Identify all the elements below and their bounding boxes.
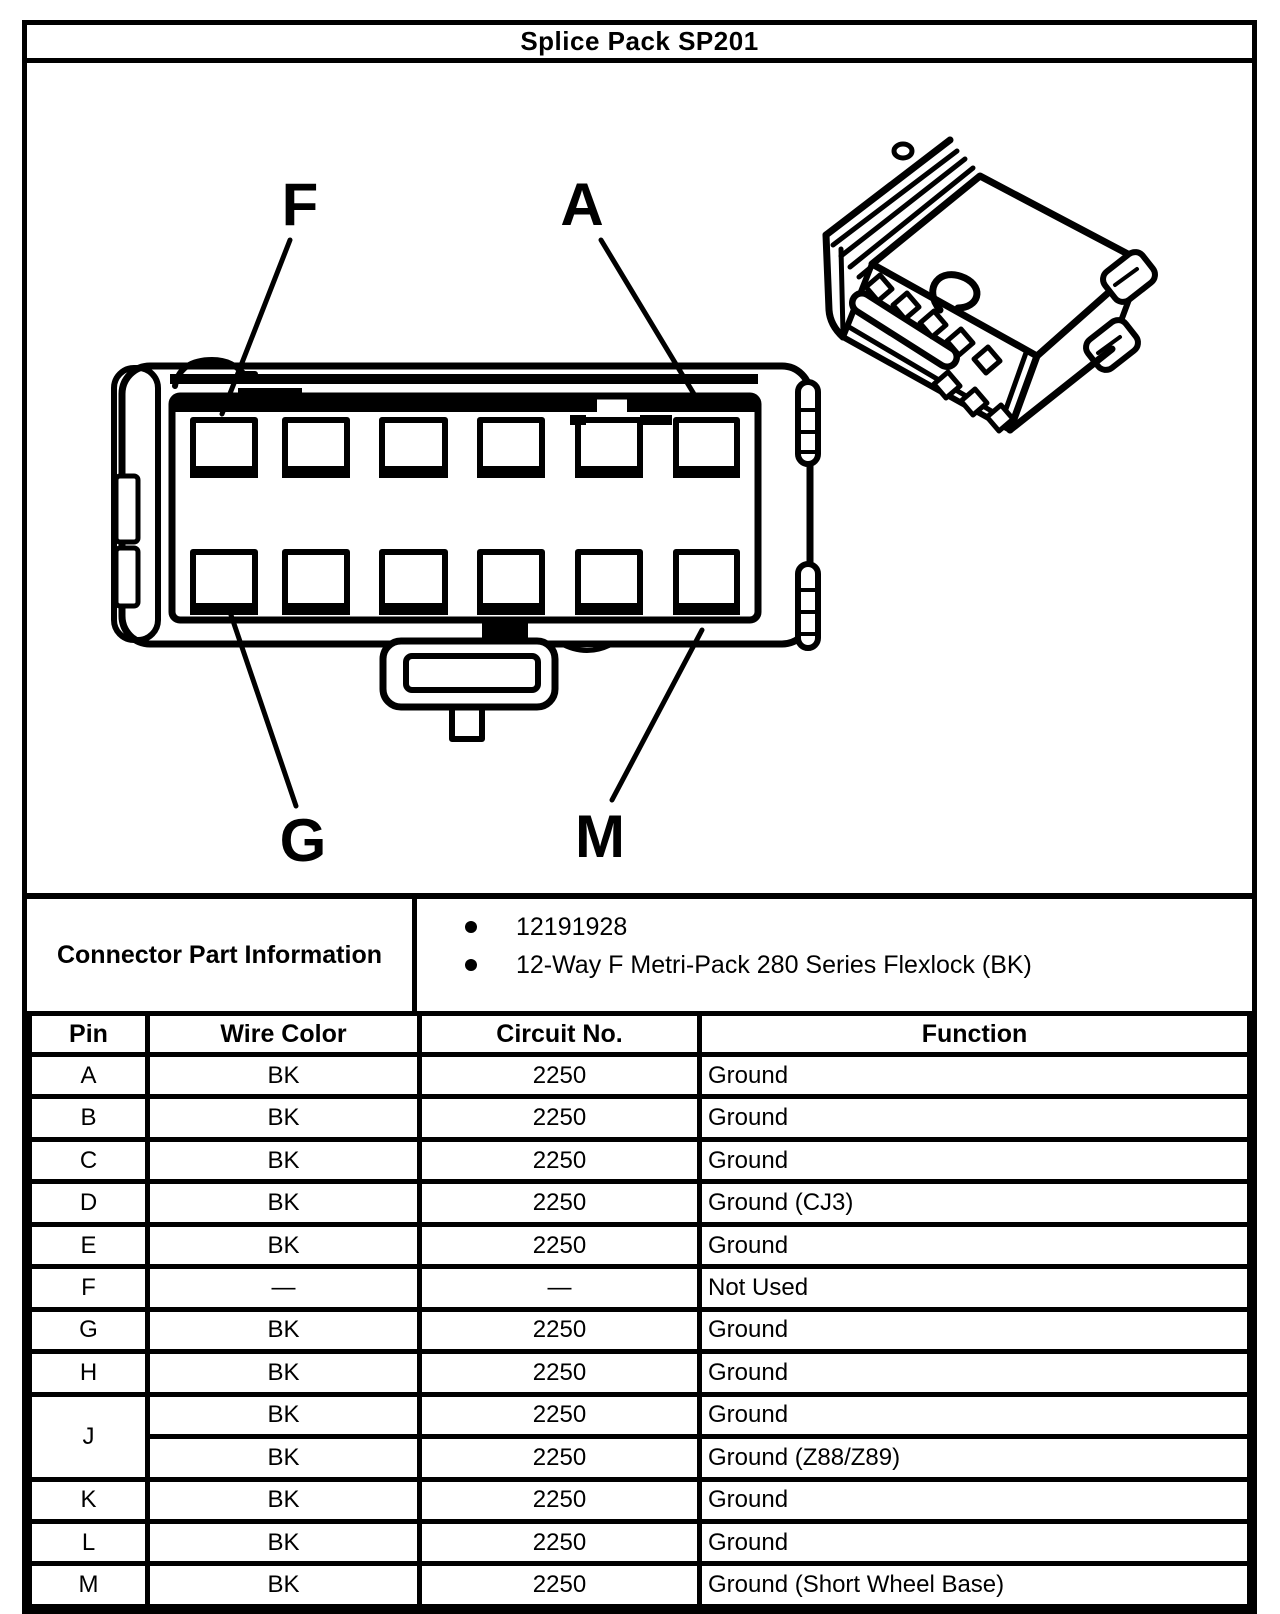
function-cell: Ground (Short Wheel Base) <box>700 1564 1250 1607</box>
function-cell: Ground <box>700 1394 1250 1436</box>
table-row <box>30 1479 1250 1521</box>
table-row <box>30 1309 1250 1351</box>
header-circuit-no: Circuit No. <box>420 1014 700 1055</box>
function-cell: Ground (Z88/Z89) <box>700 1437 1250 1479</box>
table-row <box>30 1182 1250 1224</box>
wire-color-cell: BK <box>148 1182 420 1224</box>
function-cell: Ground <box>700 1479 1250 1521</box>
pin-label-f: F <box>281 171 319 238</box>
wire-color-cell: BK <box>148 1394 420 1436</box>
pin-cell: C <box>30 1139 148 1181</box>
table-row <box>30 1139 1250 1181</box>
pin-cavities-bottom-row <box>190 552 740 615</box>
leader-line-f <box>222 240 290 414</box>
table-row <box>30 1097 1250 1139</box>
pin-label-g: G <box>279 807 327 874</box>
wire-color-cell: BK <box>148 1521 420 1563</box>
function-cell: Ground <box>700 1055 1250 1097</box>
pin-cell: H <box>30 1352 148 1394</box>
table-row <box>30 1521 1250 1563</box>
function-cell: Ground (CJ3) <box>700 1182 1250 1224</box>
pin-cell: D <box>30 1182 148 1224</box>
leader-line-m <box>612 630 702 800</box>
pin-cell: A <box>30 1055 148 1097</box>
pin-cell: L <box>30 1521 148 1563</box>
table-row <box>30 1437 1250 1479</box>
table-header-row <box>30 1014 1250 1055</box>
wire-color-cell: BK <box>148 1139 420 1181</box>
part-info-bullets <box>417 899 1252 1011</box>
header-function: Function <box>700 1014 1250 1055</box>
part-description-item <box>417 946 1252 984</box>
table-row <box>30 1352 1250 1394</box>
circuit-no-cell: 2250 <box>420 1139 700 1181</box>
circuit-no-cell: 2250 <box>420 1309 700 1351</box>
function-cell: Ground <box>700 1224 1250 1266</box>
circuit-no-cell: 2250 <box>420 1394 700 1436</box>
connector-diagram-svg <box>27 63 1252 893</box>
pin-table <box>27 1011 1252 1609</box>
bullet-icon <box>465 959 477 971</box>
circuit-no-cell: 2250 <box>420 1097 700 1139</box>
function-cell: Ground <box>700 1352 1250 1394</box>
part-info-label: Connector Part Information <box>27 899 417 1011</box>
circuit-no-cell: 2250 <box>420 1352 700 1394</box>
wire-color-cell: BK <box>148 1224 420 1266</box>
title-bar <box>27 25 1252 63</box>
wire-color-cell: BK <box>148 1309 420 1351</box>
table-row <box>30 1564 1250 1607</box>
header-wire-color: Wire Color <box>148 1014 420 1055</box>
wire-color-cell: BK <box>148 1055 420 1097</box>
part-number: 12191928 <box>516 912 628 941</box>
pin-label-a: A <box>560 171 604 238</box>
iso-view <box>826 140 1159 431</box>
document-page <box>22 20 1257 1614</box>
inner-face <box>172 396 758 620</box>
function-cell: Ground <box>700 1097 1250 1139</box>
wire-color-cell: BK <box>148 1352 420 1394</box>
leader-lines <box>222 240 702 806</box>
bottom-latch <box>383 622 610 739</box>
table-row <box>30 1394 1250 1436</box>
circuit-no-cell: 2250 <box>420 1521 700 1563</box>
circuit-no-cell: 2250 <box>420 1055 700 1097</box>
pin-labels <box>280 171 625 874</box>
wire-color-cell: — <box>148 1267 420 1309</box>
circuit-no-cell: — <box>420 1267 700 1309</box>
circuit-no-cell: 2250 <box>420 1479 700 1521</box>
wire-color-cell: BK <box>148 1437 420 1479</box>
header-pin: Pin <box>30 1014 148 1055</box>
front-view <box>114 360 818 739</box>
page-title: Splice Pack SP201 <box>520 26 759 56</box>
table-row <box>30 1055 1250 1097</box>
function-cell: Ground <box>700 1309 1250 1351</box>
pin-label-m: M <box>575 803 625 870</box>
pin-cavities-top-row <box>190 420 740 478</box>
table-row <box>30 1224 1250 1266</box>
pin-cell: G <box>30 1309 148 1351</box>
function-cell: Not Used <box>700 1267 1250 1309</box>
pin-cell: B <box>30 1097 148 1139</box>
wire-color-cell: BK <box>148 1564 420 1607</box>
part-number-item <box>417 908 1252 946</box>
function-cell: Ground <box>700 1521 1250 1563</box>
circuit-no-cell: 2250 <box>420 1564 700 1607</box>
pin-cell: J <box>30 1394 148 1479</box>
pin-table-wrap <box>27 1011 1252 1609</box>
part-info-section <box>27 893 1252 1011</box>
circuit-no-cell: 2250 <box>420 1182 700 1224</box>
pin-cell: F <box>30 1267 148 1309</box>
pin-cell: E <box>30 1224 148 1266</box>
wire-color-cell: BK <box>148 1097 420 1139</box>
pin-cell: K <box>30 1479 148 1521</box>
left-tab-lower <box>116 548 138 606</box>
circuit-no-cell: 2250 <box>420 1437 700 1479</box>
connector-diagram <box>27 63 1252 893</box>
wire-color-cell: BK <box>148 1479 420 1521</box>
bullet-icon <box>465 921 477 933</box>
left-tab-upper <box>116 476 138 542</box>
function-cell: Ground <box>700 1139 1250 1181</box>
circuit-no-cell: 2250 <box>420 1224 700 1266</box>
pin-cell: M <box>30 1564 148 1607</box>
table-row <box>30 1267 1250 1309</box>
part-description: 12-Way F Metri-Pack 280 Series Flexlock (BK) <box>516 950 1032 979</box>
